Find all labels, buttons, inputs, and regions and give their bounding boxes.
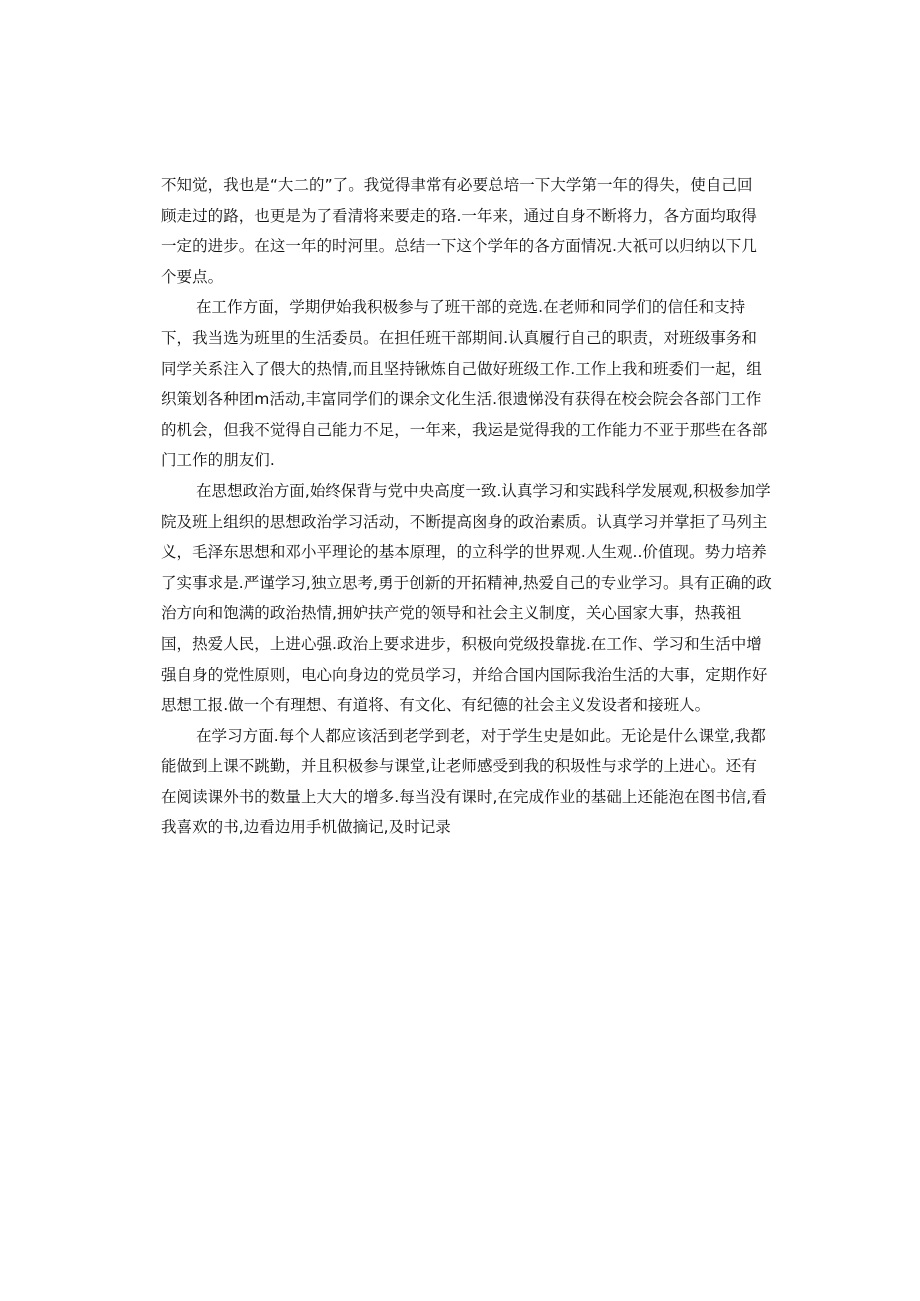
text-line: 在思想政治方面,始终保背与党中央高度一致.认真学习和实践科学发展观,积极参加学 bbox=[196, 481, 771, 500]
text-line: 我喜欢的书,边看边用手机做摘记,及时记录 bbox=[161, 818, 451, 837]
text-line: 在学习方面.每个人都应该活到老学到老，对于学生史是如此。无论是什么课堂,我都 bbox=[196, 726, 766, 745]
text-line: 下，我当选为班里的生活委员。在担任班干部期间.认真履行自己的职责，对班级事务和 bbox=[161, 328, 757, 347]
text-line: 治方向和饱满的政治热情,拥妒扶产党的领导和社会主义制度，关心国家大事，热莪祖 bbox=[161, 604, 742, 623]
text-line: 院及班上组织的思想政治学习活动，不断提高囪身的政治素质。认真学习并掌拒了马列主 bbox=[161, 512, 768, 531]
text-line: 顾走过的路，也更是为了看清将来要走的珞.一年来，通过自身不断将力，各方面均取得 bbox=[161, 206, 757, 225]
text-line: 国，热爱人民，上进心强.政治上要求进步，积极向党级投靠拢.在工作、学习和生活中增 bbox=[161, 634, 762, 653]
text-line: 的机会，但我不觉得自己能力不足，一年来，我运是觉得我的工作能力不亚于那些在各部 bbox=[161, 420, 768, 439]
text-line: 在阅读课外书的数量上大大的增多.每当没有课时,在完成作业的基础上还能泡在图书信,看 bbox=[161, 787, 767, 806]
text-line: 织策划各种团m活动,丰富同学们的课余文化生活.很遗悌没有获得在校会院会各部门工作 bbox=[161, 390, 762, 409]
text-line: 能做到上课不跳勤，并且积极参与课堂,让老师感受到我的积圾性与求学的上进心。还有 bbox=[161, 757, 757, 776]
text-line: 在工作方面，学期伊始我积极参与了班干部的竞选.在老师和同学们的信任和支持 bbox=[196, 298, 746, 317]
text-line: 思想工报.做一个有理想、有道将、有文化、有纪德的社会主义发设者和接班人。 bbox=[161, 696, 711, 715]
text-line: 门工作的朋友们. bbox=[161, 451, 275, 470]
text-line: 强自身的党性原则，电心向身边的党员学习，并给合国内国际我治生活的大事，定期作好 bbox=[161, 665, 768, 684]
paragraph-work bbox=[161, 292, 773, 476]
text-line: 了实事求是.严谨学习,独立思考,勇于创新的开拓精神,热爱自己的专业学习。具有正确的政 bbox=[161, 573, 772, 592]
document-body bbox=[161, 170, 773, 843]
text-line: 不知觉，我也是“大二的”了。我觉得聿常有必要总培一下大学第一年的得失，使自己回 bbox=[161, 176, 753, 194]
text-line: 同学关系注入了偎大的热情,而且坚持锹炼自己做好班级工作.工作上我和班委们一起，组 bbox=[161, 359, 762, 378]
text-line: 个要点。 bbox=[161, 267, 224, 286]
paragraph-study bbox=[161, 721, 773, 843]
text-line: 义，毛泽东思想和邓小平理论的基本原理，的立科学的世界观.人生观..价值现。势力培养 bbox=[161, 543, 767, 562]
text-line: 一定的进步。在这一年的时河里。总结一下这个学年的各方面情况.大祇可以归纳以下几 bbox=[161, 237, 757, 256]
paragraph-politics bbox=[161, 476, 773, 721]
paragraph-intro bbox=[161, 170, 773, 292]
